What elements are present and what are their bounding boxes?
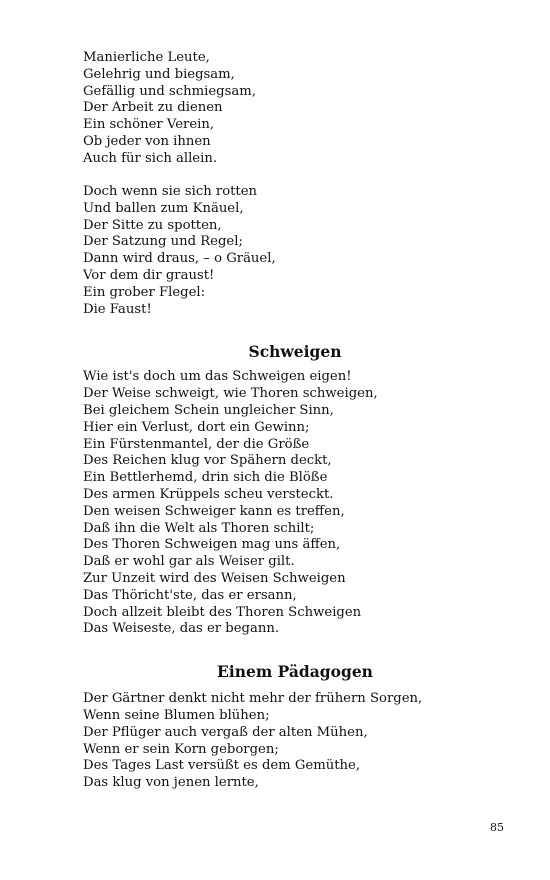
- verse-line: Zur Unzeit wird des Weisen Schweigen: [83, 571, 346, 587]
- poem-schweigen-body: [83, 369, 513, 638]
- verse-line: Ein schöner Verein,: [83, 117, 215, 133]
- verse-line: Manierliche Leute,: [83, 50, 210, 65]
- verse-line: Doch wenn sie sich rotten: [83, 184, 258, 200]
- verse-line: Daß er wohl gar als Weiser gilt.: [83, 554, 295, 570]
- verse-line: Gelehrig und biegsam,: [83, 66, 235, 82]
- verse-line: Ein Bettlerhemd, drin sich die Blöße: [83, 470, 328, 486]
- verse-line: Der Gärtner denkt nicht mehr der frühern Sorgen,: [83, 691, 423, 707]
- verse-line: Auch für sich allein.: [83, 150, 218, 166]
- page-number: 85: [490, 821, 504, 834]
- verse-line: Des Thoren Schweigen mag uns äffen,: [83, 537, 341, 553]
- verse-line: Ob jeder von ihnen: [83, 133, 211, 149]
- page-content: [83, 50, 513, 792]
- verse-line: Ein grober Flegel:: [83, 284, 206, 300]
- verse-line: Wie ist's doch um das Schweigen eigen!: [83, 369, 352, 385]
- verse-line: Der Pflüger auch vergaß der alten Mühen,: [83, 724, 368, 740]
- verse-line: Daß ihn die Welt als Thoren schilt;: [83, 520, 315, 536]
- verse-line: Des Tages Last versüßt es dem Gemüthe,: [83, 758, 361, 774]
- poem-title-einem-paedagogen: Einem Pädagogen: [217, 662, 373, 682]
- verse-line: Vor dem dir graust!: [83, 268, 215, 284]
- verse-line: Des armen Krüppels scheu versteckt.: [83, 487, 334, 503]
- verse-line: Die Faust!: [83, 301, 152, 317]
- verse-line: Gefällig und schmiegsam,: [83, 83, 256, 99]
- verse-line: Wenn er sein Korn geborgen;: [83, 741, 279, 757]
- verse-line: Den weisen Schweiger kann es treffen,: [83, 503, 345, 519]
- verse-line: Ein Fürstenmantel, der die Größe: [83, 436, 310, 452]
- verse-line: Der Weise schweigt, wie Thoren schweigen,: [83, 386, 378, 402]
- verse-line: Doch allzeit bleibt des Thoren Schweigen: [83, 604, 362, 620]
- verse-line: Der Sitte zu spotten,: [83, 217, 222, 233]
- verse-line: Hier ein Verlust, dort ein Gewinn;: [83, 419, 310, 435]
- poem-einem-paedagogen-body: [83, 691, 513, 792]
- poem-title-schweigen: Schweigen: [248, 342, 342, 362]
- stanza-gap: [83, 168, 513, 185]
- stanza-2: [83, 184, 513, 318]
- verse-line: Dann wird draus, – o Gräuel,: [83, 251, 276, 267]
- verse-line: Des Reichen klug vor Spähern deckt,: [83, 453, 332, 469]
- verse-line: Wenn seine Blumen blühen;: [83, 708, 270, 723]
- verse-line: Und ballen zum Knäuel,: [83, 200, 244, 216]
- verse-line: Der Satzung und Regel;: [83, 234, 243, 250]
- verse-line: Bei gleichem Schein ungleicher Sinn,: [83, 403, 334, 419]
- stanza-1: [83, 50, 513, 168]
- verse-line: Das Thöricht'ste, das er ersann,: [83, 587, 297, 603]
- verse-line: Das Weiseste, das er begann.: [83, 621, 280, 637]
- verse-line: Der Arbeit zu dienen: [83, 100, 223, 116]
- verse-line: Das klug von jenen lernte,: [83, 775, 259, 791]
